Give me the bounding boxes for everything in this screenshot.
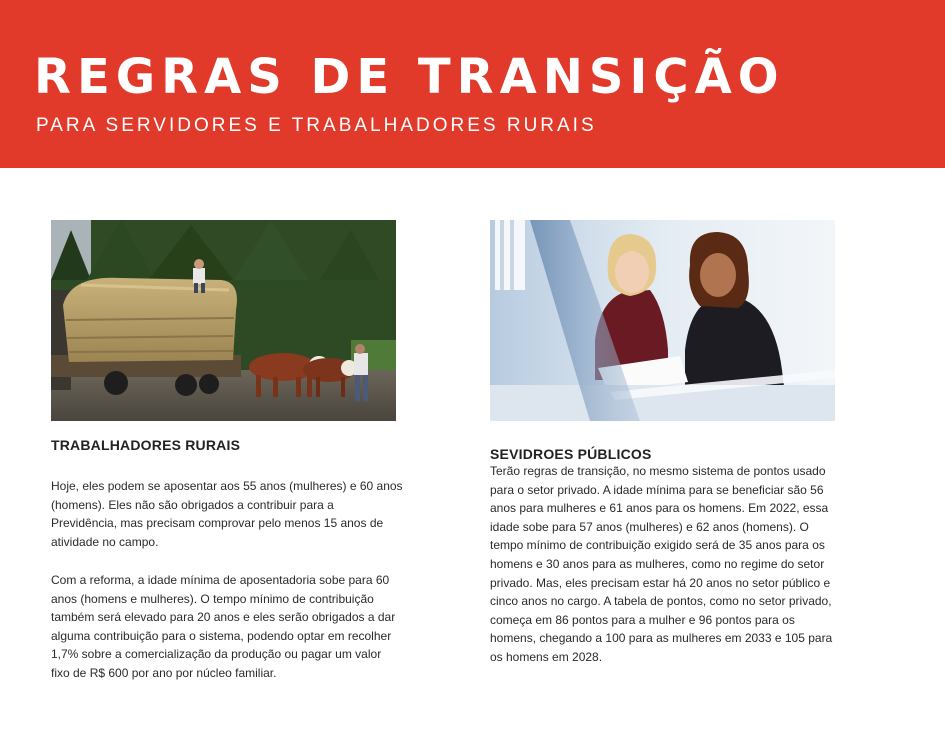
page-subtitle: PARA SERVIDORES E TRABALHADORES RURAIS xyxy=(36,115,597,136)
rural-workers-heading: TRABALHADORES RURAIS xyxy=(51,437,241,453)
office-women-photo xyxy=(490,220,835,421)
rural-paragraph-reform: Com a reforma, a idade mínima de aposentadoria sobe para 60 anos (homens e mulheres). O tempo mínimo de contribuição também será elevado para 20 anos e eles serão obrigados a dar alguma contribuição para o sistema, podendo optar em recolher 1,7% sobre a comercialização da produção ou pagar um valor fixo de R$ 600 por ano por núcleo familiar. xyxy=(51,573,396,680)
hay-wagon-oxen-photo xyxy=(51,220,396,421)
public-servants-paragraph: Terão regras de transição, no mesmo sistema de pontos usado para o setor privado. A idade mínima para se beneficiar são 56 anos para mulheres e 61 anos para os homens. Em 2022, essa idade sobe para 57 anos (mulheres) e 62 anos (homens). O tempo mínimo de contribuição exigido será de 35 anos para os homens e 30 anos para as mulheres, como no regime do setor privado. Mas, eles precisam estar há 20 anos no setor público e cinco anos no cargo. A tabela de pontos, como no setor privado, começa em 86 pontos para a mulher e 96 pontos para os homens, chegando a 100 para as mulheres em 2033 e 105 para os homens em 2028. xyxy=(490,464,833,664)
public-servants-heading: SEVIDROES PÚBLICOS xyxy=(490,446,652,462)
rural-paragraph-current: Hoje, eles podem se aposentar aos 55 anos (mulheres) e 60 anos (homens). Eles não são obrigados a contribuir para a Previdência, mas precisam comprovar pelo menos 15 anos de atividade no campo. xyxy=(51,479,403,549)
header-banner xyxy=(0,0,945,168)
page-title: REGRAS DE TRANSIÇÃO xyxy=(34,49,785,105)
